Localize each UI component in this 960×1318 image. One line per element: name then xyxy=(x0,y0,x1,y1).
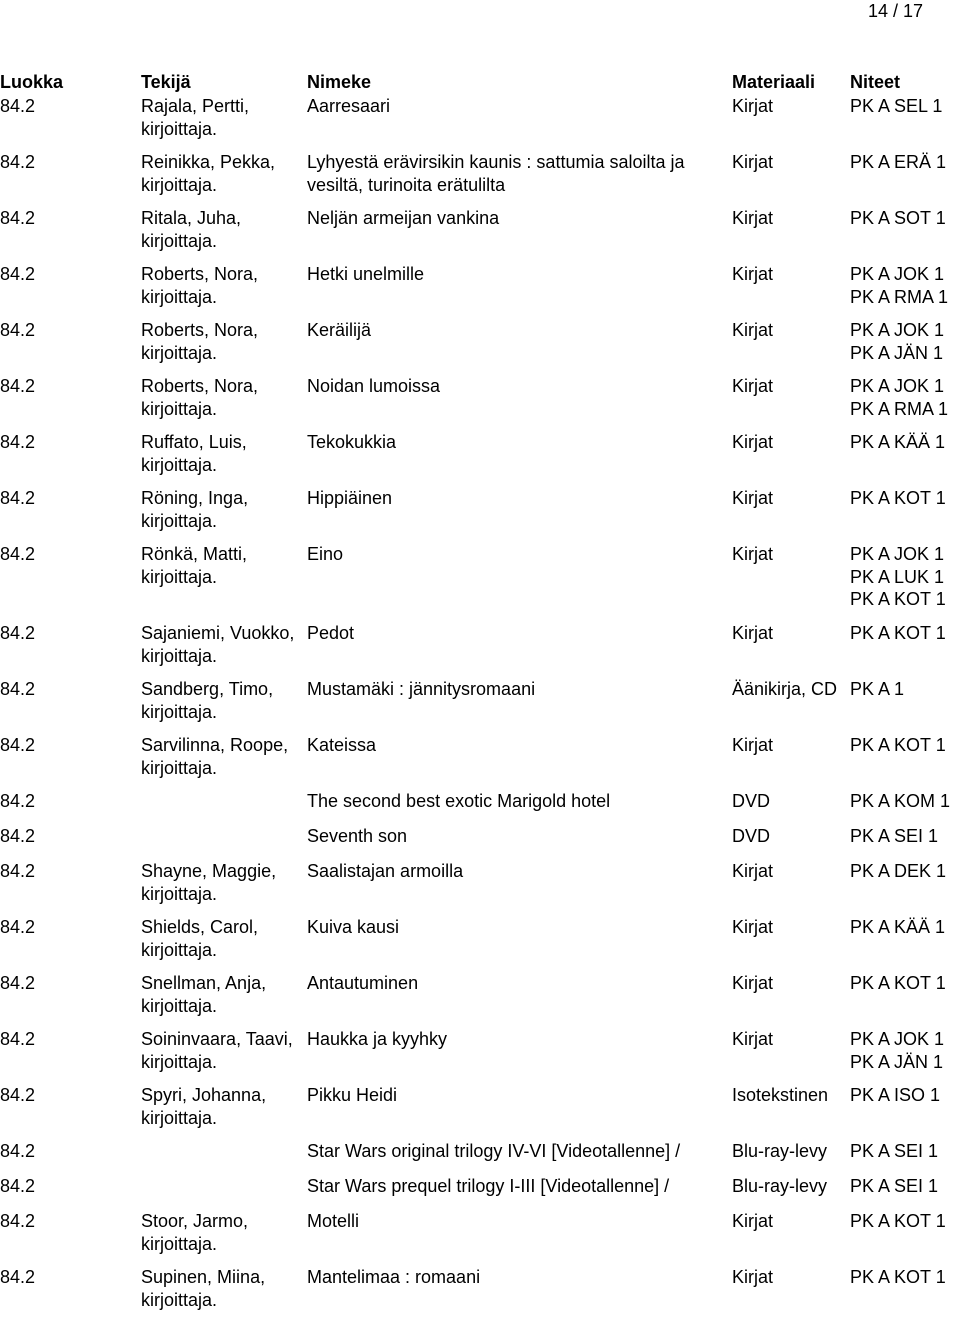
cell-tekija: Sandberg, Timo, kirjoittaja. xyxy=(141,679,274,722)
niteet-item: PK A 1 xyxy=(850,679,905,699)
cell-tekija: Roberts, Nora, kirjoittaja. xyxy=(141,320,259,363)
cell-niteet xyxy=(850,734,960,790)
cell-tekija xyxy=(141,1175,307,1210)
cell-luokka: 84.2 xyxy=(0,1085,36,1105)
cell-niteet xyxy=(850,431,960,487)
table-row xyxy=(0,543,960,622)
table-row xyxy=(0,1140,960,1175)
table-row xyxy=(0,916,960,972)
cell-materiaali: Kirjat xyxy=(732,1029,774,1049)
cell-nimeke: Mustamäki : jännitysromaani xyxy=(307,679,536,699)
table-row xyxy=(0,678,960,734)
niteet-item: PK A JOK 1 xyxy=(850,1029,945,1049)
cell-luokka: 84.2 xyxy=(0,917,36,937)
table-row xyxy=(0,263,960,319)
niteet-item: PK A JOK 1 xyxy=(850,376,945,396)
cell-materiaali: Kirjat xyxy=(732,96,774,116)
table-row xyxy=(0,151,960,207)
table-row xyxy=(0,1175,960,1210)
cell-niteet xyxy=(850,543,960,622)
table-row xyxy=(0,1210,960,1266)
niteet-item: PK A RMA 1 xyxy=(850,398,949,419)
cell-niteet xyxy=(850,1084,960,1140)
cell-niteet xyxy=(850,622,960,678)
cell-nimeke: Hippiäinen xyxy=(307,488,393,508)
cell-niteet xyxy=(850,825,960,860)
cell-tekija: Shayne, Maggie, kirjoittaja. xyxy=(141,861,277,904)
cell-nimeke: Antautuminen xyxy=(307,973,419,993)
niteet-item: PK A ERÄ 1 xyxy=(850,152,947,172)
cell-luokka: 84.2 xyxy=(0,679,36,699)
niteet-item: PK A SEI 1 xyxy=(850,1141,939,1161)
cell-materiaali: Isotekstinen xyxy=(732,1085,829,1105)
niteet-item: PK A SEL 1 xyxy=(850,96,943,116)
cell-luokka: 84.2 xyxy=(0,1176,36,1196)
cell-materiaali: Kirjat xyxy=(732,264,774,284)
cell-niteet xyxy=(850,1175,960,1210)
cell-tekija: Roberts, Nora, kirjoittaja. xyxy=(141,376,259,419)
niteet-item: PK A SEI 1 xyxy=(850,826,939,846)
cell-materiaali: Kirjat xyxy=(732,623,774,643)
niteet-item: PK A KÄÄ 1 xyxy=(850,917,946,937)
cell-niteet xyxy=(850,972,960,1028)
header-nimeke: Nimeke xyxy=(307,72,372,92)
header-luokka: Luokka xyxy=(0,72,64,92)
catalog-table xyxy=(0,71,960,1311)
table-row xyxy=(0,825,960,860)
cell-luokka: 84.2 xyxy=(0,735,36,755)
niteet-item: PK A SEI 1 xyxy=(850,1176,939,1196)
cell-nimeke: Keräilijä xyxy=(307,320,372,340)
niteet-item: PK A LUK 1 xyxy=(850,566,945,587)
table-header-row xyxy=(0,71,960,95)
cell-nimeke: Motelli xyxy=(307,1211,360,1231)
cell-tekija xyxy=(141,825,307,860)
cell-tekija: Röning, Inga, kirjoittaja. xyxy=(141,488,249,531)
table-body xyxy=(0,95,960,1311)
niteet-item: PK A RMA 1 xyxy=(850,286,949,307)
cell-luokka: 84.2 xyxy=(0,96,36,116)
niteet-item: PK A SOT 1 xyxy=(850,208,946,228)
niteet-item: PK A JOK 1 xyxy=(850,544,945,564)
cell-luokka: 84.2 xyxy=(0,208,36,228)
cell-materiaali: Kirjat xyxy=(732,917,774,937)
niteet-item: PK A KOT 1 xyxy=(850,973,946,993)
cell-luokka: 84.2 xyxy=(0,1141,36,1161)
niteet-item: PK A JÄN 1 xyxy=(850,342,944,363)
cell-tekija: Reinikka, Pekka, kirjoittaja. xyxy=(141,152,276,195)
cell-tekija: Stoor, Jarmo, kirjoittaja. xyxy=(141,1211,249,1254)
cell-niteet xyxy=(850,1028,960,1084)
cell-luokka: 84.2 xyxy=(0,544,36,564)
cell-niteet xyxy=(850,916,960,972)
cell-niteet xyxy=(850,263,960,319)
cell-niteet xyxy=(850,678,960,734)
cell-luokka: 84.2 xyxy=(0,861,36,881)
niteet-item: PK A KOT 1 xyxy=(850,488,946,508)
cell-nimeke: Pedot xyxy=(307,623,355,643)
table-row xyxy=(0,972,960,1028)
header-niteet: Niteet xyxy=(850,72,901,92)
cell-materiaali: Kirjat xyxy=(732,735,774,755)
niteet-item: PK A KOT 1 xyxy=(850,589,946,609)
cell-materiaali: Kirjat xyxy=(732,544,774,564)
cell-tekija: Sajaniemi, Vuokko, kirjoittaja. xyxy=(141,623,295,666)
header-materiaali: Materiaali xyxy=(732,72,816,92)
cell-niteet xyxy=(850,487,960,543)
table-row xyxy=(0,95,960,151)
cell-materiaali: Kirjat xyxy=(732,208,774,228)
cell-tekija: Spyri, Johanna, kirjoittaja. xyxy=(141,1085,267,1128)
cell-nimeke: Hetki unelmille xyxy=(307,264,425,284)
table-row xyxy=(0,1266,960,1311)
cell-nimeke: Noidan lumoissa xyxy=(307,376,441,396)
niteet-item: PK A ISO 1 xyxy=(850,1085,941,1105)
cell-niteet xyxy=(850,151,960,207)
cell-materiaali: Kirjat xyxy=(732,152,774,172)
cell-luokka: 84.2 xyxy=(0,1211,36,1231)
cell-luokka: 84.2 xyxy=(0,826,36,846)
cell-niteet xyxy=(850,1140,960,1175)
table-row xyxy=(0,1028,960,1084)
niteet-item: PK A KOT 1 xyxy=(850,735,946,755)
cell-luokka: 84.2 xyxy=(0,973,36,993)
cell-materiaali: Blu-ray-levy xyxy=(732,1141,828,1161)
cell-tekija xyxy=(141,1140,307,1175)
cell-materiaali: Äänikirja, CD xyxy=(732,679,838,699)
cell-nimeke: Seventh son xyxy=(307,826,408,846)
cell-nimeke: Eino xyxy=(307,544,344,564)
cell-luokka: 84.2 xyxy=(0,152,36,172)
cell-tekija: Ritala, Juha, kirjoittaja. xyxy=(141,208,242,251)
cell-materiaali: DVD xyxy=(732,826,771,846)
niteet-item: PK A KOT 1 xyxy=(850,1267,946,1287)
cell-materiaali: Blu-ray-levy xyxy=(732,1176,828,1196)
niteet-item: PK A DEK 1 xyxy=(850,861,947,881)
cell-nimeke: Kateissa xyxy=(307,735,377,755)
cell-nimeke: The second best exotic Marigold hotel xyxy=(307,791,611,811)
cell-tekija: Sarvilinna, Roope, kirjoittaja. xyxy=(141,735,289,778)
cell-materiaali: Kirjat xyxy=(732,432,774,452)
cell-nimeke: Saalistajan armoilla xyxy=(307,861,464,881)
cell-materiaali: Kirjat xyxy=(732,973,774,993)
cell-niteet xyxy=(850,319,960,375)
cell-tekija: Snellman, Anja, kirjoittaja. xyxy=(141,973,267,1016)
cell-tekija: Ruffato, Luis, kirjoittaja. xyxy=(141,432,247,475)
cell-nimeke: Pikku Heidi xyxy=(307,1085,398,1105)
niteet-item: PK A KOM 1 xyxy=(850,791,951,811)
cell-luokka: 84.2 xyxy=(0,1267,36,1287)
table-row xyxy=(0,319,960,375)
table-row xyxy=(0,207,960,263)
page-number: 14 / 17 xyxy=(867,1,923,21)
niteet-item: PK A KOT 1 xyxy=(850,623,946,643)
cell-materiaali: Kirjat xyxy=(732,488,774,508)
cell-nimeke: Tekokukkia xyxy=(307,432,397,452)
header-tekija: Tekijä xyxy=(141,72,191,92)
cell-luokka: 84.2 xyxy=(0,320,36,340)
table-row xyxy=(0,375,960,431)
cell-tekija: Shields, Carol, kirjoittaja. xyxy=(141,917,259,960)
cell-luokka: 84.2 xyxy=(0,376,36,396)
niteet-item: PK A JOK 1 xyxy=(850,264,945,284)
cell-materiaali: Kirjat xyxy=(732,320,774,340)
cell-materiaali: Kirjat xyxy=(732,1211,774,1231)
cell-nimeke: Lyhyestä erävirsikin kaunis : sattumia saloilta ja vesiltä, turinoita erätulilta xyxy=(307,152,685,195)
cell-nimeke: Haukka ja kyyhky xyxy=(307,1029,448,1049)
cell-nimeke: Star Wars original trilogy IV-VI [Videotallenne] / xyxy=(307,1141,681,1161)
cell-luokka: 84.2 xyxy=(0,623,36,643)
table-row xyxy=(0,431,960,487)
cell-luokka: 84.2 xyxy=(0,432,36,452)
niteet-item: PK A JÄN 1 xyxy=(850,1051,944,1072)
cell-luokka: 84.2 xyxy=(0,1029,36,1049)
cell-nimeke: Star Wars prequel trilogy I-III [Videotallenne] / xyxy=(307,1176,670,1196)
cell-niteet xyxy=(850,95,960,151)
cell-niteet xyxy=(850,860,960,916)
cell-tekija: Rajala, Pertti, kirjoittaja. xyxy=(141,96,250,139)
table-row xyxy=(0,1084,960,1140)
cell-materiaali: Kirjat xyxy=(732,861,774,881)
cell-niteet xyxy=(850,790,960,825)
cell-tekija xyxy=(141,790,307,825)
cell-niteet xyxy=(850,207,960,263)
cell-luokka: 84.2 xyxy=(0,264,36,284)
cell-tekija: Soininvaara, Taavi, kirjoittaja. xyxy=(141,1029,293,1072)
cell-niteet xyxy=(850,1210,960,1266)
cell-luokka: 84.2 xyxy=(0,791,36,811)
cell-tekija: Rönkä, Matti, kirjoittaja. xyxy=(141,544,248,587)
cell-nimeke: Aarresaari xyxy=(307,96,391,116)
niteet-item: PK A KOT 1 xyxy=(850,1211,946,1231)
niteet-item: PK A JOK 1 xyxy=(850,320,945,340)
cell-luokka: 84.2 xyxy=(0,488,36,508)
cell-materiaali: Kirjat xyxy=(732,1267,774,1287)
table-row xyxy=(0,734,960,790)
table-row xyxy=(0,487,960,543)
table-row xyxy=(0,860,960,916)
cell-niteet xyxy=(850,1266,960,1311)
cell-nimeke: Neljän armeijan vankina xyxy=(307,208,500,228)
cell-materiaali: Kirjat xyxy=(732,376,774,396)
cell-niteet xyxy=(850,375,960,431)
cell-tekija: Supinen, Miina, kirjoittaja. xyxy=(141,1267,266,1310)
cell-tekija: Roberts, Nora, kirjoittaja. xyxy=(141,264,259,307)
niteet-item: PK A KÄÄ 1 xyxy=(850,432,946,452)
cell-nimeke: Kuiva kausi xyxy=(307,917,400,937)
cell-nimeke: Mantelimaa : romaani xyxy=(307,1267,481,1287)
table-row xyxy=(0,790,960,825)
table-row xyxy=(0,622,960,678)
cell-materiaali: DVD xyxy=(732,791,771,811)
